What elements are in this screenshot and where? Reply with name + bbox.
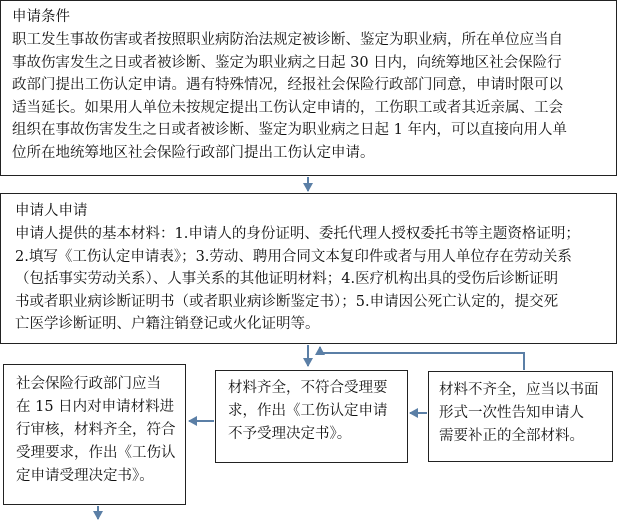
box-line: 材料齐全，不符合受理要 [228, 380, 388, 396]
box-line: 需要补正的全部材料。 [439, 428, 584, 444]
box-line: 适当延长。如果用人单位未按规定提出工伤认定申请的，工伤职工或者其近亲属、工会 [12, 99, 563, 116]
box-line: 在 15 日内对申请材料进 [16, 399, 175, 415]
box-line: 不予受理决定书》。 [228, 426, 352, 442]
box-line: 2.填写《工伤认定申请表》；3.劳动、聘用合同文本复印件或者与用人单位存在劳动关系 [15, 248, 572, 265]
box-line: 受理要求，作出《工伤认 [16, 445, 176, 461]
box-line: 形式一次性告知申请人 [439, 405, 584, 421]
box-line: 政部门提出工伤认定申请。遇有特殊情况，经报社会保险行政部门同意，申请时限可以 [12, 77, 563, 93]
box-not-accepted [215, 370, 408, 463]
box-materials-incomplete [428, 371, 613, 462]
box-line: 社会保险行政部门应当 [16, 376, 161, 392]
box-line: （包括事实劳动关系）、人事关系的其他证明材料；4.医疗机构出具的受伤后诊断证明 [15, 271, 559, 287]
box-line: 职工发生事故伤害或者按照职业病防治法规定被诊断、鉴定为职业病，所在单位应当自 [12, 32, 563, 48]
box-line: 求，作出《工伤认定申请 [228, 403, 388, 419]
box-line: 申请人提供的基本材料：1.申请人的身份证明、委托代理人授权委托书等主题资格证明； [15, 226, 580, 242]
box-application-conditions [0, 0, 617, 176]
box-line: 定申请受理决定书》。 [16, 468, 154, 484]
box-line: 事故伤害发生之日或者被诊断、鉴定为职业病之日起 30 日内，向统筹地区社会保险行 [12, 54, 562, 71]
box-line: 材料不齐全，应当以书面 [439, 382, 599, 398]
box-line: 亡医学诊断证明、户籍注销登记或火化证明等。 [15, 316, 320, 332]
box-review-decision [3, 364, 186, 505]
box-title: 申请条件 [12, 9, 70, 25]
box-line: 组织在事故伤害发生之日或者被诊断、鉴定为职业病之日起 1 年内，可以直接向用人单 [12, 122, 567, 138]
arrow-incomplete-to-applicant [320, 347, 524, 370]
box-title: 申请人申请 [15, 203, 88, 219]
box-line: 位所在地统筹地区社会保险行政部门提出工伤认定申请。 [12, 144, 375, 161]
box-line: 书或者职业病诊断证明书（或者职业病诊断鉴定书）；5.申请因公死亡认定的，提交死 [15, 293, 559, 310]
box-applicant-application [0, 193, 617, 344]
box-line: 行审核，材料齐全，符合 [16, 422, 176, 438]
